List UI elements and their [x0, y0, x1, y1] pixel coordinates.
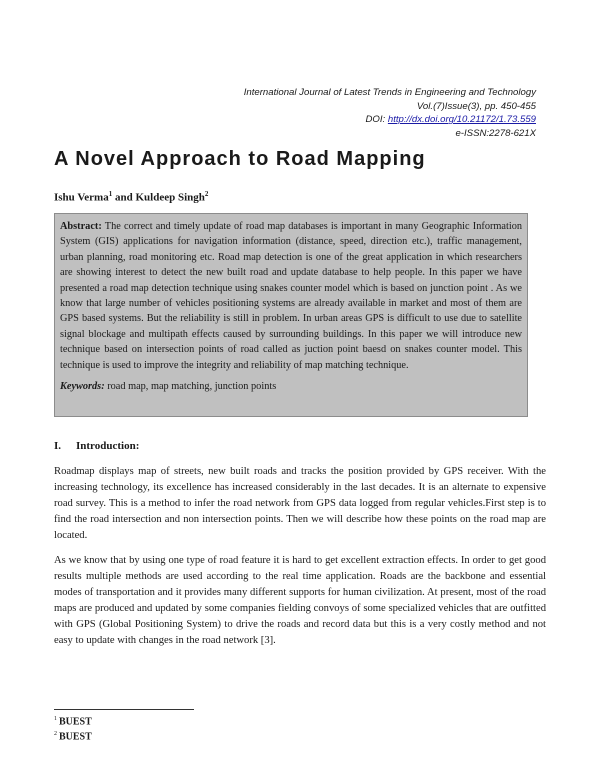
paper-title: A Novel Approach to Road Mapping [54, 148, 426, 170]
footnote-2-text: BUEST [59, 731, 92, 743]
intro-paragraph-2: As we know that by using one type of road feature it is hard to get excellent extraction effects. In order to get good results multiple methods are used according to the real time application. Roads are the backbone and essential modes of transportation and it provides many different supports for human civilization. At present, most of the road maps are produced and updated by some companies fielding convoys of some specialized vehicles that are outfitted with GPS (Global Positioning System) to drive the roads and record data but this is a very costly method and not easy to update with changes in the road network [3]. [54, 555, 546, 647]
keywords-text: road map, map matching, junction points [104, 381, 277, 393]
abstract-box [54, 213, 528, 417]
footnotes [54, 713, 92, 744]
journal-header [244, 86, 536, 140]
section-heading [54, 440, 139, 452]
author-2: Kuldeep Singh [135, 191, 205, 204]
keywords-label: Keywords: [60, 381, 105, 393]
footnote-rule [54, 709, 194, 710]
doi-link[interactable]: http://dx.doi.org/10.21172/1.73.559 [387, 114, 536, 126]
footnote-2-mark: 2 [54, 731, 57, 738]
journal-name: International Journal of Latest Trends in Engineering and Technology [243, 87, 536, 98]
author-line [54, 190, 208, 204]
author-2-affiliation-mark: 2 [204, 190, 209, 198]
doi-line [244, 113, 536, 127]
footnote-1-mark: 1 [54, 716, 57, 722]
abstract-body [60, 219, 522, 373]
intro-paragraph-1: Roadmap displays map of streets, new built roads and tracks the position provided by GPS receiver. With the increasing technology, its excellence has increased considerably in the last decades. It is an alternate to expensive road survey. This is a method to infer the road network from GPS data logged from regular vehicles.First step is to find the road intersection and non intersection points. Then we will describe how these points on the road map are located. [54, 466, 546, 542]
author-connector: and [112, 191, 136, 204]
section-title: Introduction: [76, 440, 140, 452]
journal-volume: Vol.(7)Issue(3), pp. 450-455 [416, 100, 536, 112]
footnote-1-text: BUEST [59, 716, 92, 728]
footnote-2 [54, 728, 92, 743]
section-number: I. [54, 440, 62, 452]
abstract-label: Abstract: [60, 221, 102, 232]
keywords-line [60, 379, 522, 394]
abstract-text: The correct and timely update of road map databases is important in many Geographic Information System (GIS) applications for navigation information (distance, speed, direction etc.), traffic management, urban planning, road monitoring etc. Road map detection is one of the great application in which researchers are showing interest to detect the new built road and update database to help people. In this paper we have presented a road map detection technique using snakes counter model which is based on junction point . As we know that large number of vehicles positioning systems are already available in market and most of them are GPS based systems. But the reliability is still in problem. In urban areas GPS is difficult to use due to satellite signal blockage and multipath effects caused by surrounding buildings. In this paper we will introduce new technique based on intersection points of road called as juction point baesd on snakes counter model. This technique is used to improve the integrity and reliability of map matching technique. [60, 221, 522, 371]
issn: e-ISSN:2278-621X [455, 127, 536, 139]
doi-label: DOI: [365, 114, 388, 126]
author-1: Ishu Verma [54, 191, 109, 204]
footnote-1 [54, 713, 92, 728]
author-1-affiliation-mark: 1 [108, 190, 113, 198]
